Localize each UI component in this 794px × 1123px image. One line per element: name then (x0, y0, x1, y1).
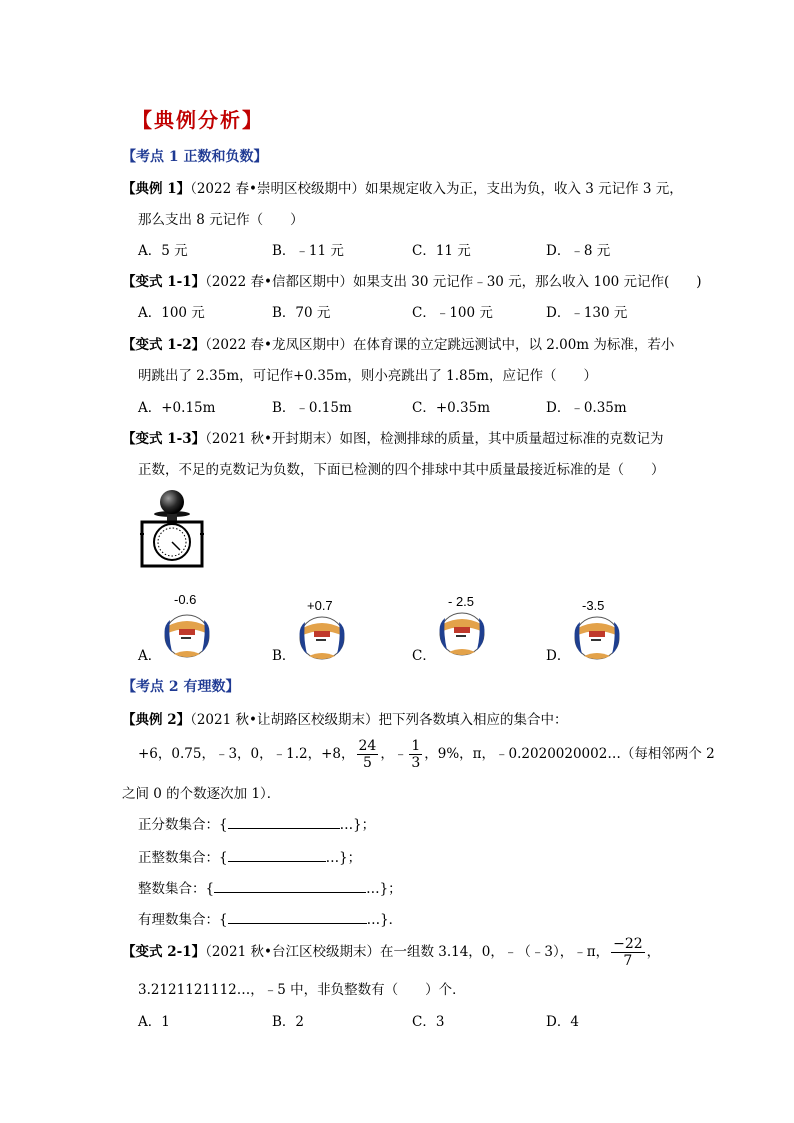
variant-1-2-option-a[interactable]: A．+0.15m (138, 400, 216, 416)
ball-c-label: - 2.5 (448, 594, 475, 609)
example-2-line-1 (122, 708, 567, 728)
variant-2-1-option-c[interactable]: C．3 (412, 1014, 445, 1030)
variant-1-2-option-c[interactable]: C．+0.35m (412, 400, 491, 416)
answer-blank[interactable] (228, 923, 367, 924)
number-list-separator: ，﹣ (380, 746, 408, 762)
variant-1-3-option-a[interactable]: A． (138, 648, 162, 664)
example-1-option-d[interactable]: D．﹣8 元 (546, 243, 611, 259)
example-2-text-1: （2021 秋•让胡路区校级期末）把下列各数填入相应的集合中： (190, 712, 568, 728)
set-label: 整数集合：{ (138, 881, 215, 897)
example-2-text-3: 之间 0 的个数逐次加 1）． (122, 786, 281, 802)
fraction-numerator: −22 (613, 936, 643, 952)
variant-1-3-line-1 (122, 427, 663, 447)
variant-1-1-option-a[interactable]: A．100 元 (138, 305, 205, 321)
fraction-neg-22-7 (611, 936, 645, 969)
example-1-option-b[interactable]: B．﹣11 元 (272, 243, 344, 259)
fraction-numerator: 24 (358, 738, 377, 754)
variant-2-1-tag: 【变式 2-1】 (122, 944, 206, 960)
variant-2-1-text-2: 3.2121121112…，﹣5 中，非负整数有（ ）个． (138, 982, 466, 998)
variant-1-2-text-2: 明跳出了 2.35m，可记作+0.35m，则小亮跳出了 1.85m，应记作（ ） (138, 368, 597, 384)
fraction-denominator: 3 (411, 755, 421, 771)
ball-a-label: -0.6 (174, 592, 197, 607)
variant-1-1-line-1 (122, 270, 702, 290)
answer-blank[interactable] (228, 828, 340, 829)
ball-b-label: +0.7 (307, 598, 333, 613)
answer-blank[interactable] (214, 892, 366, 893)
set-label: 正分数集合：{ (138, 817, 228, 833)
scale-illustration (136, 488, 208, 570)
fraction-24-5 (357, 738, 379, 771)
variant-1-3-option-c[interactable]: C． (412, 648, 436, 664)
variant-1-1-option-b[interactable]: B．70 元 (272, 305, 331, 321)
set-positive-integers (138, 846, 361, 866)
set-rationals (138, 908, 402, 928)
variant-1-1-option-d[interactable]: D．﹣130 元 (546, 305, 628, 321)
variant-2-1-text-1: （2021 秋•台江区校级期末）在一组数 3.14，0，﹣（﹣3），﹣π， (205, 944, 610, 960)
example-1-tag: 【典例 1】 (122, 181, 191, 197)
example-1-option-a[interactable]: A．5 元 (138, 243, 188, 259)
fraction-denominator: 7 (623, 953, 633, 969)
variant-1-3-text-1: （2021 秋•开封期末）如图，检测排球的质量，其中质量超过标准的克数记为 (205, 431, 664, 447)
variant-1-2-option-d[interactable]: D．﹣0.35m (546, 400, 627, 416)
number-list-part-1: +6，0.75，﹣3，0，﹣1.2，+8， (138, 746, 355, 762)
fraction-denominator: 5 (362, 755, 372, 771)
variant-1-2-text-1: （2022 春•龙凤区期中）在体育课的立定跳远测试中，以 2.00m 为标准，若小 (205, 337, 675, 353)
set-tail: …}； (325, 850, 362, 866)
example-1-text-2: 那么支出 8 元记作（ ） (138, 212, 304, 228)
topic-heading-2: 【考点 2 有理数】 (122, 679, 240, 695)
answer-blank[interactable] (228, 861, 326, 862)
example-2-number-list (138, 734, 715, 774)
ball-d-label: -3.5 (582, 598, 605, 613)
variant-2-1-comma: ， (646, 944, 661, 960)
set-label: 有理数集合：{ (138, 912, 228, 928)
example-1-option-c[interactable]: C．11 元 (412, 243, 471, 259)
fraction-numerator: 1 (411, 738, 421, 754)
page-title: 【典例分析】 (132, 108, 264, 132)
variant-1-1-tag: 【变式 1-1】 (122, 274, 206, 290)
variant-1-3-tag: 【变式 1-3】 (122, 431, 206, 447)
variant-1-1-option-c[interactable]: C．﹣100 元 (412, 305, 493, 321)
set-integers (138, 877, 402, 897)
example-2-tag: 【典例 2】 (122, 712, 191, 728)
fraction-1-3 (409, 738, 422, 771)
variant-1-3-option-d[interactable]: D． (546, 648, 571, 664)
variant-1-2-line-1 (122, 333, 674, 353)
example-1-text-1: （2022 春•崇明区校级期中）如果规定收入为正，支出为负，收入 3 元记作 3 元， (190, 181, 683, 197)
variant-2-1-option-d[interactable]: D．4 (546, 1014, 579, 1030)
topic-heading-1: 【考点 1 正数和负数】 (122, 149, 268, 165)
number-list-part-2: ，9%，π，﹣0.2020020002…（每相邻两个 2 (424, 746, 715, 762)
volleyball-d-icon[interactable] (572, 614, 622, 660)
variant-2-1-option-b[interactable]: B．2 (272, 1014, 305, 1030)
set-positive-fractions (138, 813, 375, 833)
variant-2-1-option-a[interactable]: A．1 (138, 1014, 170, 1030)
black-ball-icon (160, 490, 184, 514)
set-tail: …}． (366, 912, 403, 928)
example-1-line-1 (122, 177, 683, 197)
variant-1-2-option-b[interactable]: B．﹣0.15m (272, 400, 352, 416)
variant-1-2-tag: 【变式 1-2】 (122, 337, 206, 353)
set-tail: …}； (339, 817, 376, 833)
variant-1-3-text-2: 正数，不足的克数记为负数，下面已检测的四个排球中其中质量最接近标准的是（ ） (138, 462, 665, 478)
set-tail: …}； (366, 881, 402, 897)
set-label: 正整数集合：{ (138, 850, 228, 866)
volleyball-b-icon[interactable] (297, 614, 347, 660)
volleyball-c-icon[interactable] (437, 610, 487, 656)
variant-1-1-text: （2022 春•信都区期中）如果支出 30 元记作﹣30 元，那么收入 100 元记作( ) (205, 274, 702, 290)
variant-2-1-line-1 (122, 932, 660, 972)
variant-1-3-option-b[interactable]: B． (272, 648, 296, 664)
volleyball-a-icon[interactable] (162, 612, 212, 658)
